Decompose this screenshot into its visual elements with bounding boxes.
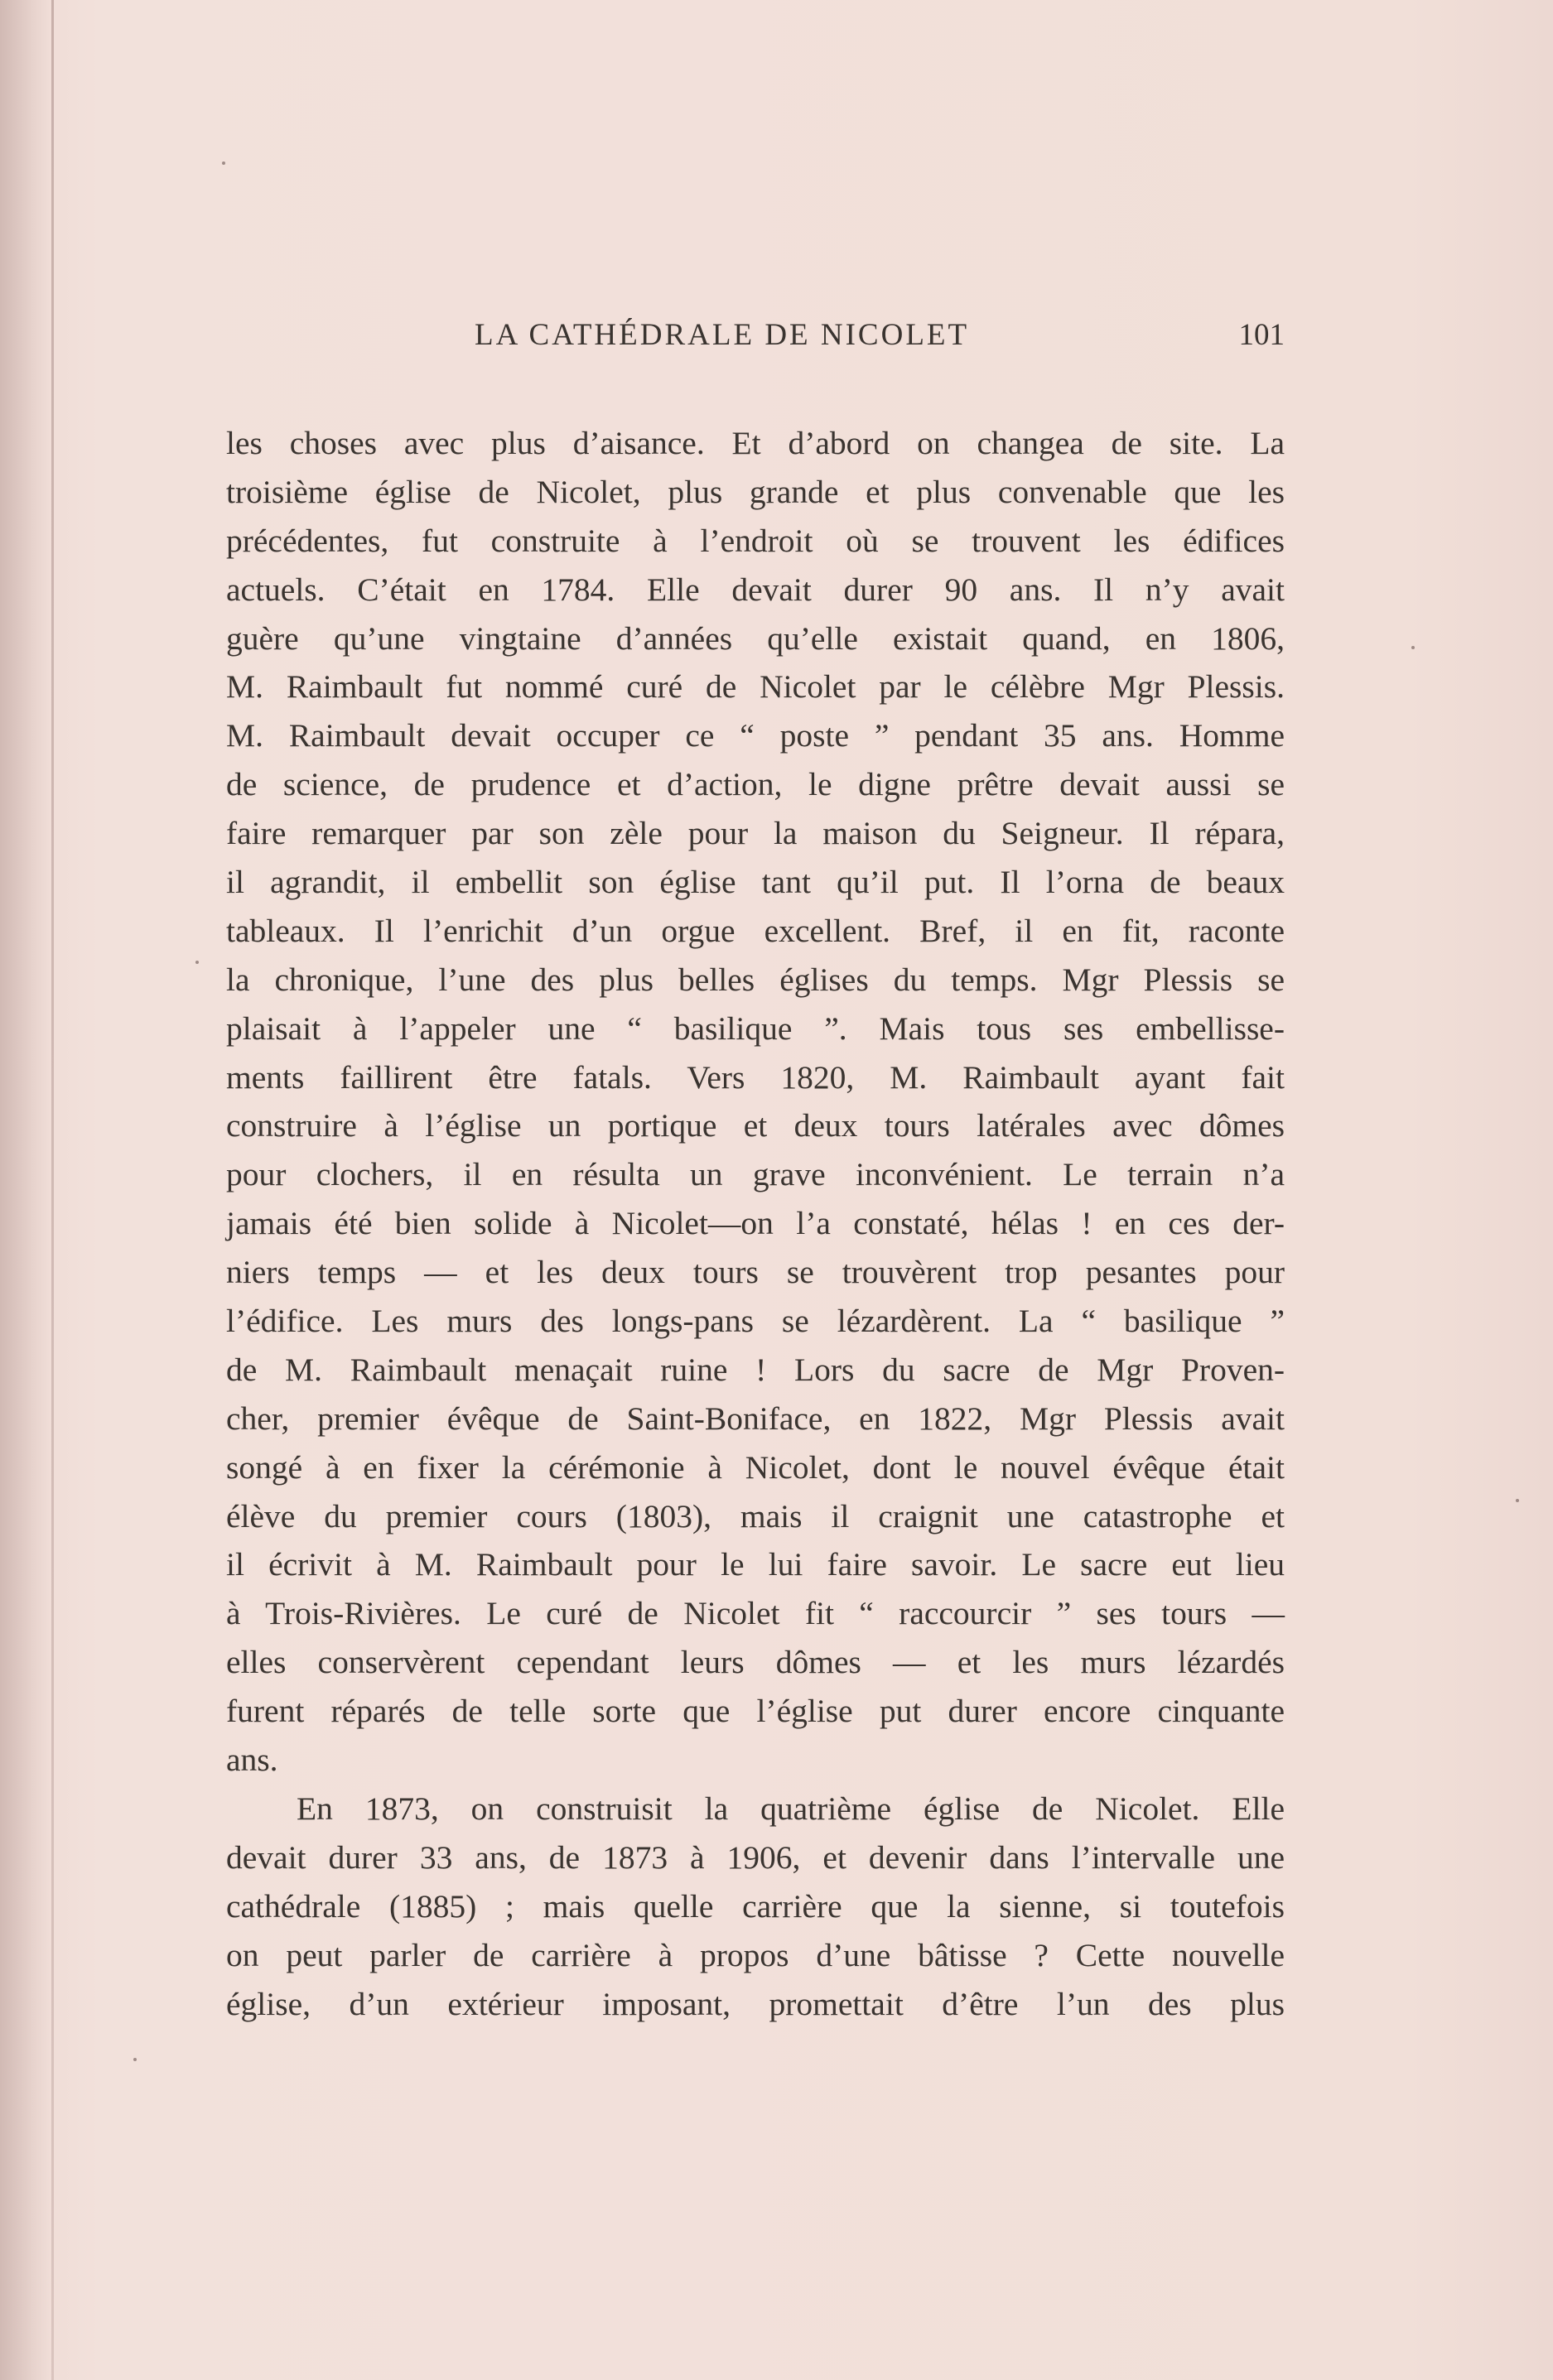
text-line: cathédrale (1885) ; mais quelle carrière que la sienne, si toutefois xyxy=(226,1887,1285,1925)
text-line: construire à l’église un portique et deux tours latérales avec dômes xyxy=(226,1107,1285,1144)
paper-speck xyxy=(1411,646,1415,649)
text-line: troisième église de Nicolet, plus grande et plus convenable que les xyxy=(226,473,1285,510)
text-line: il agrandit, il embellit son église tant qu’il put. Il l’orna de beaux xyxy=(226,864,1285,901)
gutter-shadow xyxy=(0,0,50,2380)
text-line: la chronique, l’une des plus belles églises du temps. Mgr Plessis se xyxy=(226,961,1285,998)
text-line: guère qu’une vingtaine d’années qu’elle existait quand, en 1806, xyxy=(226,619,1285,657)
paper-speck xyxy=(1516,1499,1519,1502)
body-text xyxy=(226,419,1285,2028)
text-line: à Trois-Rivières. Le curé de Nicolet fit “ raccourcir ” ses tours — xyxy=(226,1595,1285,1632)
text-line: l’édifice. Les murs des longs-pans se lézardèrent. La “ basilique ” xyxy=(226,1303,1285,1340)
text-line: M. Raimbault devait occuper ce “ poste ” pendant 35 ans. Homme xyxy=(226,717,1285,754)
text-line: furent réparés de telle sorte que l’église put durer encore cinquante xyxy=(226,1693,1285,1730)
text-line: de science, de prudence et d’action, le digne prêtre devait aussi se xyxy=(226,766,1285,803)
text-line: devait durer 33 ans, de 1873 à 1906, et devenir dans l’intervalle une xyxy=(226,1838,1285,1876)
paragraph-last-line: ans. xyxy=(226,1742,278,1779)
text-line: elles conservèrent cependant leurs dômes — et les murs lézardés xyxy=(226,1644,1285,1681)
page-number: 101 xyxy=(1238,318,1285,352)
text-line: il écrivit à M. Raimbault pour le lui faire savoir. Le sacre eut lieu xyxy=(226,1546,1285,1583)
running-title: LA CATHÉDRALE DE NICOLET xyxy=(475,318,970,352)
paper-speck xyxy=(222,161,225,165)
text-line: plaisait à l’appeler une “ basilique ”. Mais tous ses embellisse- xyxy=(226,1009,1285,1047)
paper-speck xyxy=(133,2058,137,2061)
text-line: tableaux. Il l’enrichit d’un orgue excellent. Bref, il en fit, raconte xyxy=(226,912,1285,949)
text-line: précédentes, fut construite à l’endroit où se trouvent les édifices xyxy=(226,522,1285,559)
text-line: on peut parler de carrière à propos d’une bâtisse ? Cette nouvelle xyxy=(226,1936,1285,1973)
text-line: ments faillirent être fatals. Vers 1820, M. Raimbault ayant fait xyxy=(226,1058,1285,1096)
paragraph-first-line: En 1873, on construisit la quatrième église de Nicolet. Elle xyxy=(297,1790,1285,1827)
text-line: église, d’un extérieur imposant, promettait d’être l’un des plus xyxy=(226,1985,1285,2022)
text-line: les choses avec plus d’aisance. Et d’abord on changea de site. La xyxy=(226,425,1285,461)
text-line: élève du premier cours (1803), mais il craignit une catastrophe et xyxy=(226,1497,1285,1534)
paper-speck xyxy=(195,961,199,964)
text-line: de M. Raimbault menaçait ruine ! Lors du sacre de Mgr Proven- xyxy=(226,1351,1285,1388)
text-line: niers temps — et les deux tours se trouvèrent trop pesantes pour xyxy=(226,1254,1285,1291)
text-line: actuels. C’était en 1784. Elle devait durer 90 ans. Il n’y avait xyxy=(226,571,1285,608)
running-head xyxy=(226,317,1285,359)
text-line: faire remarquer par son zèle pour la maison du Seigneur. Il répara, xyxy=(226,815,1285,852)
text-line: songé à en fixer la cérémonie à Nicolet, dont le nouvel évêque était xyxy=(226,1448,1285,1486)
text-line: jamais été bien solide à Nicolet—on l’a constaté, hélas ! en ces der- xyxy=(226,1205,1285,1242)
text-line: pour clochers, il en résulta un grave inconvénient. Le terrain n’a xyxy=(226,1156,1285,1193)
text-line: cher, premier évêque de Saint-Boniface, en 1822, Mgr Plessis avait xyxy=(226,1400,1285,1437)
text-line: M. Raimbault fut nommé curé de Nicolet par le célèbre Mgr Plessis. xyxy=(226,668,1285,706)
gutter-line xyxy=(51,0,54,2380)
